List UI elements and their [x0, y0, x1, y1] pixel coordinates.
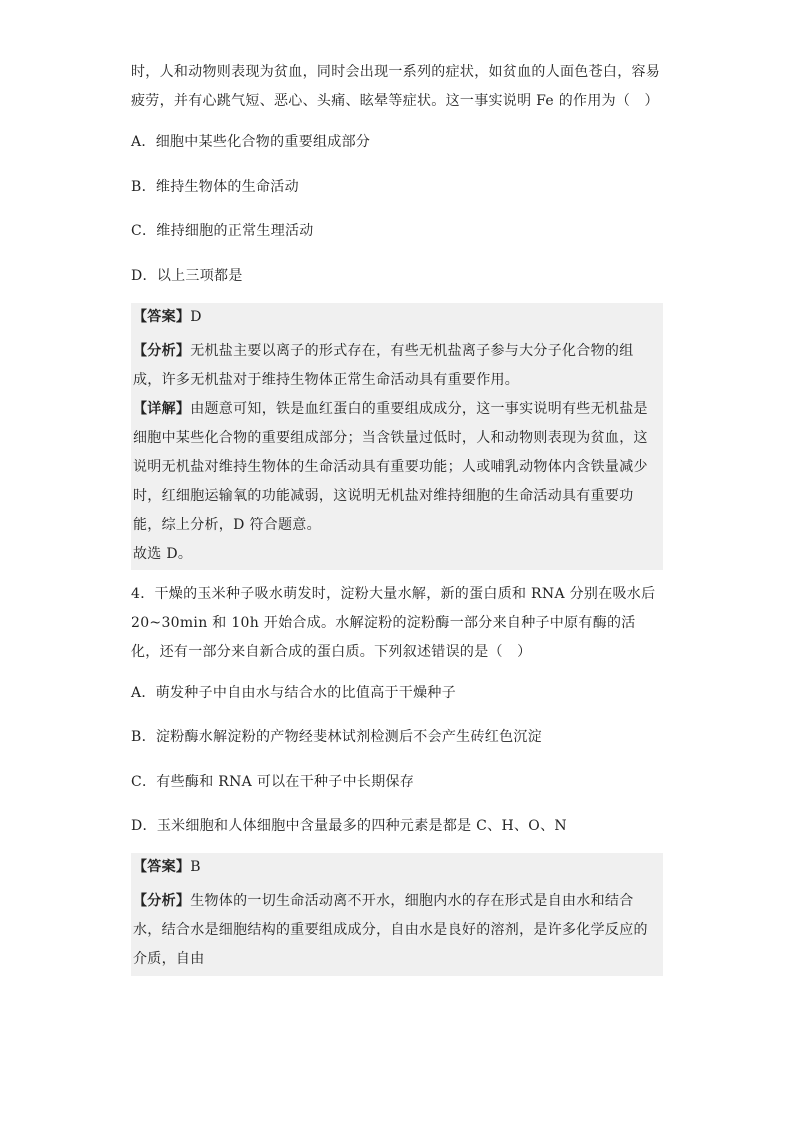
document-page — [131, 58, 663, 976]
question-4-stem: 4．干燥的玉米种子吸水萌发时，淀粉大量水解，新的蛋白质和 RNA 分别在吸水后 20~30min 和 10h 开始合成。水解淀粉的淀粉酶一部分来自种子中原有酶的活化，还有一部分来自新合成的蛋白质。下列叙述错误的是（ ） — [131, 585, 656, 660]
question-3-select: 故选 D。 — [133, 545, 193, 562]
question-3-option-b: B．维持生物体的生命活动 — [131, 178, 299, 195]
question-4-solution — [131, 853, 663, 976]
question-3-stem: 时，人和动物则表现为贫血，同时会出现一系列的症状，如贫血的人面色苍白，容易疲劳，并有心跳气短、恶心、头痛、眩晕等症状。这一事实说明 Fe 的作用为（ ） — [131, 64, 661, 109]
question-4-answer: 【答案】B — [133, 859, 201, 875]
question-3-analysis: 【分析】无机盐主要以离子的形式存在，有些无机盐离子参与大分子化合物的组成，许多无机盐对于维持生物体正常生命活动具有重要作用。 — [133, 342, 634, 388]
question-3-option-a: A．细胞中某些化合物的重要组成部分 — [131, 134, 371, 150]
question-4-option-b: B．淀粉酶水解淀粉的产物经斐林试剂检测后不会产生砖红色沉淀 — [131, 729, 542, 745]
question-3-option-c: C．维持细胞的正常生理活动 — [131, 223, 314, 239]
question-3-detail: 【详解】由题意可知，铁是血红蛋白的重要组成成分，这一事实说明有些无机盐是细胞中某些化合物的重要组成部分；当含铁量过低时，人和动物则表现为贫血，这说明无机盐对维持生物体的生命活动具有重要功能；人或哺乳动物体内含铁量减少时，红细胞运输氧的功能减弱，这说明无机盐对维持细胞的生命活动具有重要功能，综上分析，D 符合题意。 — [133, 400, 648, 533]
question-4-option-a: A．萌发种子中自由水与结合水的比值高于干燥种子 — [131, 684, 457, 701]
question-3-answer: 【答案】D — [133, 308, 202, 325]
question-3-option-d: D．以上三项都是 — [131, 267, 243, 284]
question-4-option-d: D．玉米细胞和人体细胞中含量最多的四种元素是都是 C、H、O、N — [131, 818, 567, 834]
question-3-solution — [131, 303, 663, 570]
question-4-option-c: C．有些酶和 RNA 可以在干种子中长期保存 — [131, 773, 415, 790]
question-4-analysis: 【分析】生物体的一切生命活动离不开水，细胞内水的存在形式是自由水和结合水，结合水是细胞结构的重要组成成分，自由水是良好的溶剂，是许多化学反应的介质，自由 — [133, 893, 648, 967]
